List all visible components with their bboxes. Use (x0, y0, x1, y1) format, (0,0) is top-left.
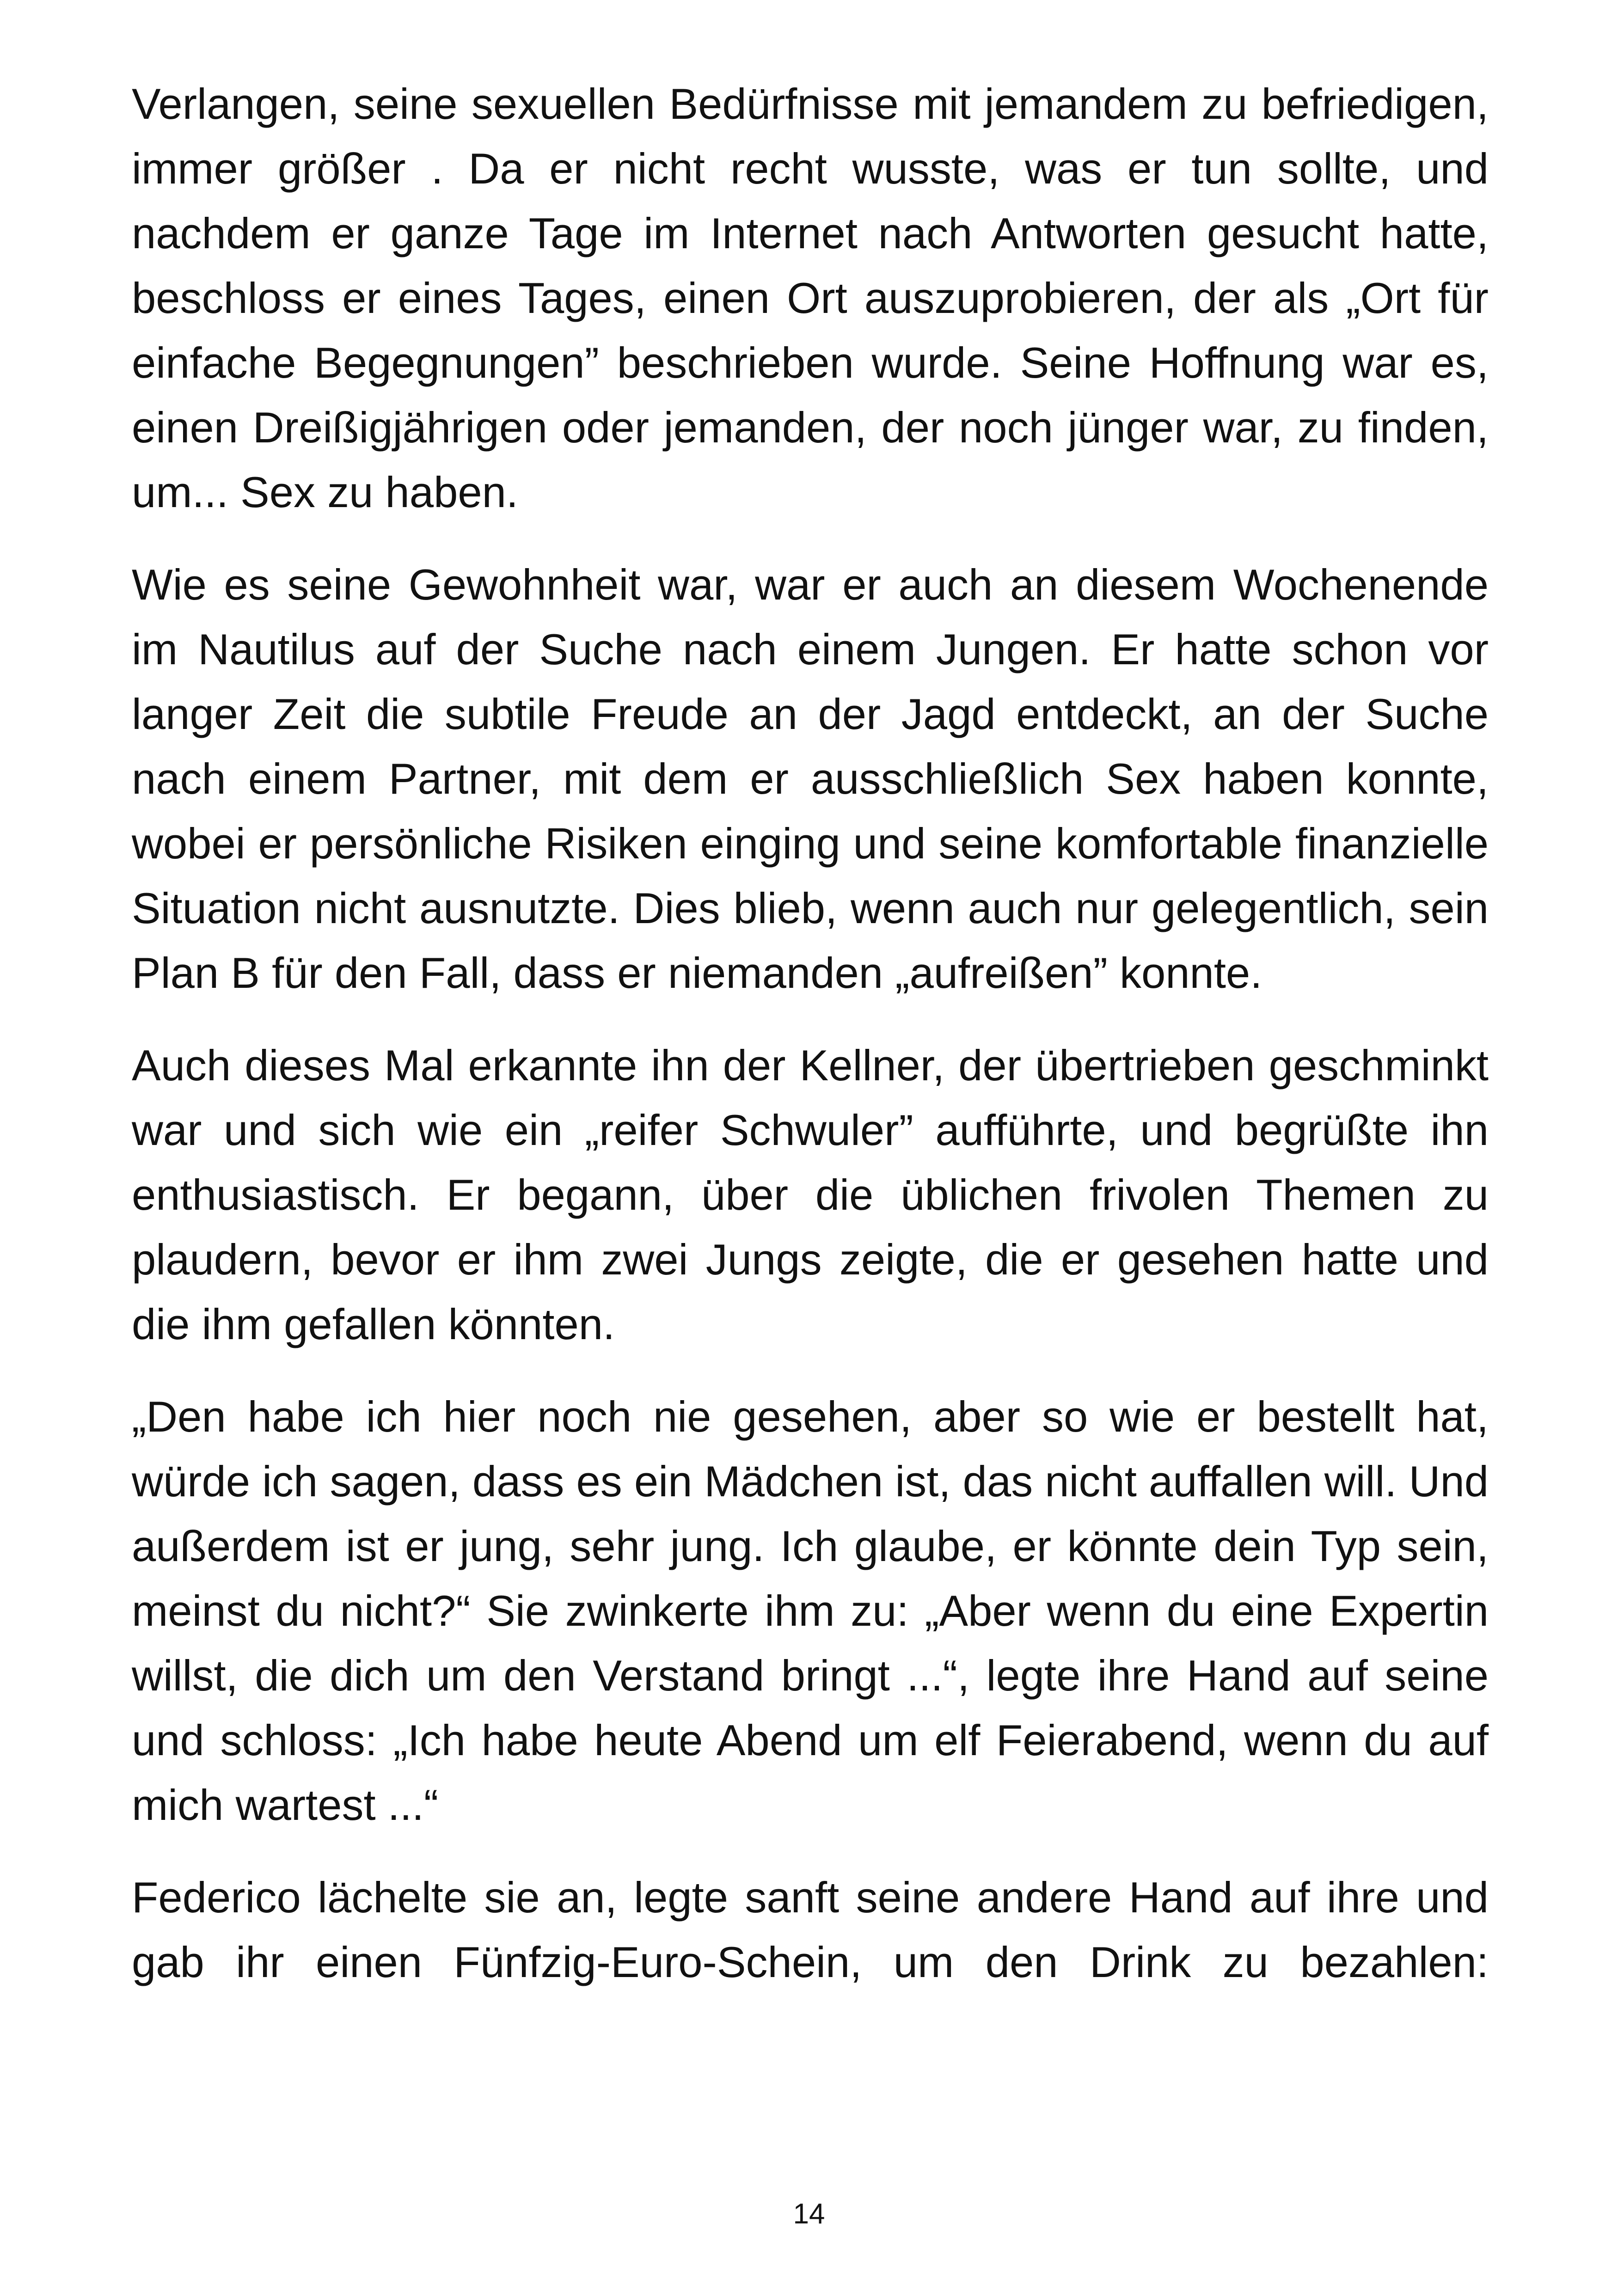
paragraph-4: „Den habe ich hier noch nie gesehen, aber so wie er bestellt hat, würde ich sagen, dass es ein Mädchen ist, das nicht auffallen will. Und außerdem ist er jung, sehr jung. Ich glaube, er könnte dein Typ sein, meinst du nicht?“ Sie zwinkerte ihm zu: „Aber wenn du eine Expertin willst, die dich um den Verstand bringt ...“, legte ihre Hand auf seine und schloss: „Ich habe heute Abend um elf Feierabend, wenn du auf mich wartest ...“ (132, 1392, 1489, 1829)
paragraph-1: Verlangen, seine sexuellen Bedürfnisse mit jemandem zu befriedigen, immer größer . Da er nicht recht wusste, was er tun sollte, und nachdem er ganze Tage im Internet nach Antworten gesucht hatte, beschloss er eines Tages, einen Ort auszuprobieren, der als „Ort für einfache Begegnungen” beschrieben wurde. Seine Hoffnung war es, einen Dreißigjährigen oder jemanden, der noch jünger war, zu finden, um... Sex zu haben. (132, 80, 1489, 516)
body-text (132, 72, 1489, 1995)
paragraph-5: Federico lächelte sie an, legte sanft seine andere Hand auf ihre und gab ihr einen Fünfzig-Euro-Schein, um den Drink zu bezahlen: (132, 1873, 1489, 1986)
paragraph-2: Wie es seine Gewohnheit war, war er auch an diesem Wochenende im Nautilus auf der Suche nach einem Jungen. Er hatte schon vor langer Zeit die subtile Freude an der Jagd entdeckt, an der Suche nach einem Partner, mit dem er ausschließlich Sex haben konnte, wobei er persönliche Risiken einging und seine komfortable finanzielle Situation nicht ausnutzte. Dies blieb, wenn auch nur gelegentlich, sein Plan B für den Fall, dass er niemanden „aufreißen” konnte. (132, 560, 1489, 997)
paragraph-3: Auch dieses Mal erkannte ihn der Kellner, der übertrieben geschminkt war und sich wie ein „reifer Schwuler” aufführte, und begrüßte ihn enthusiastisch. Er begann, über die üblichen frivolen Themen zu plaudern, bevor er ihm zwei Jungs zeigte, die er gesehen hatte und die ihm gefallen könnten. (132, 1041, 1489, 1348)
page-number: 14 (793, 2198, 825, 2230)
